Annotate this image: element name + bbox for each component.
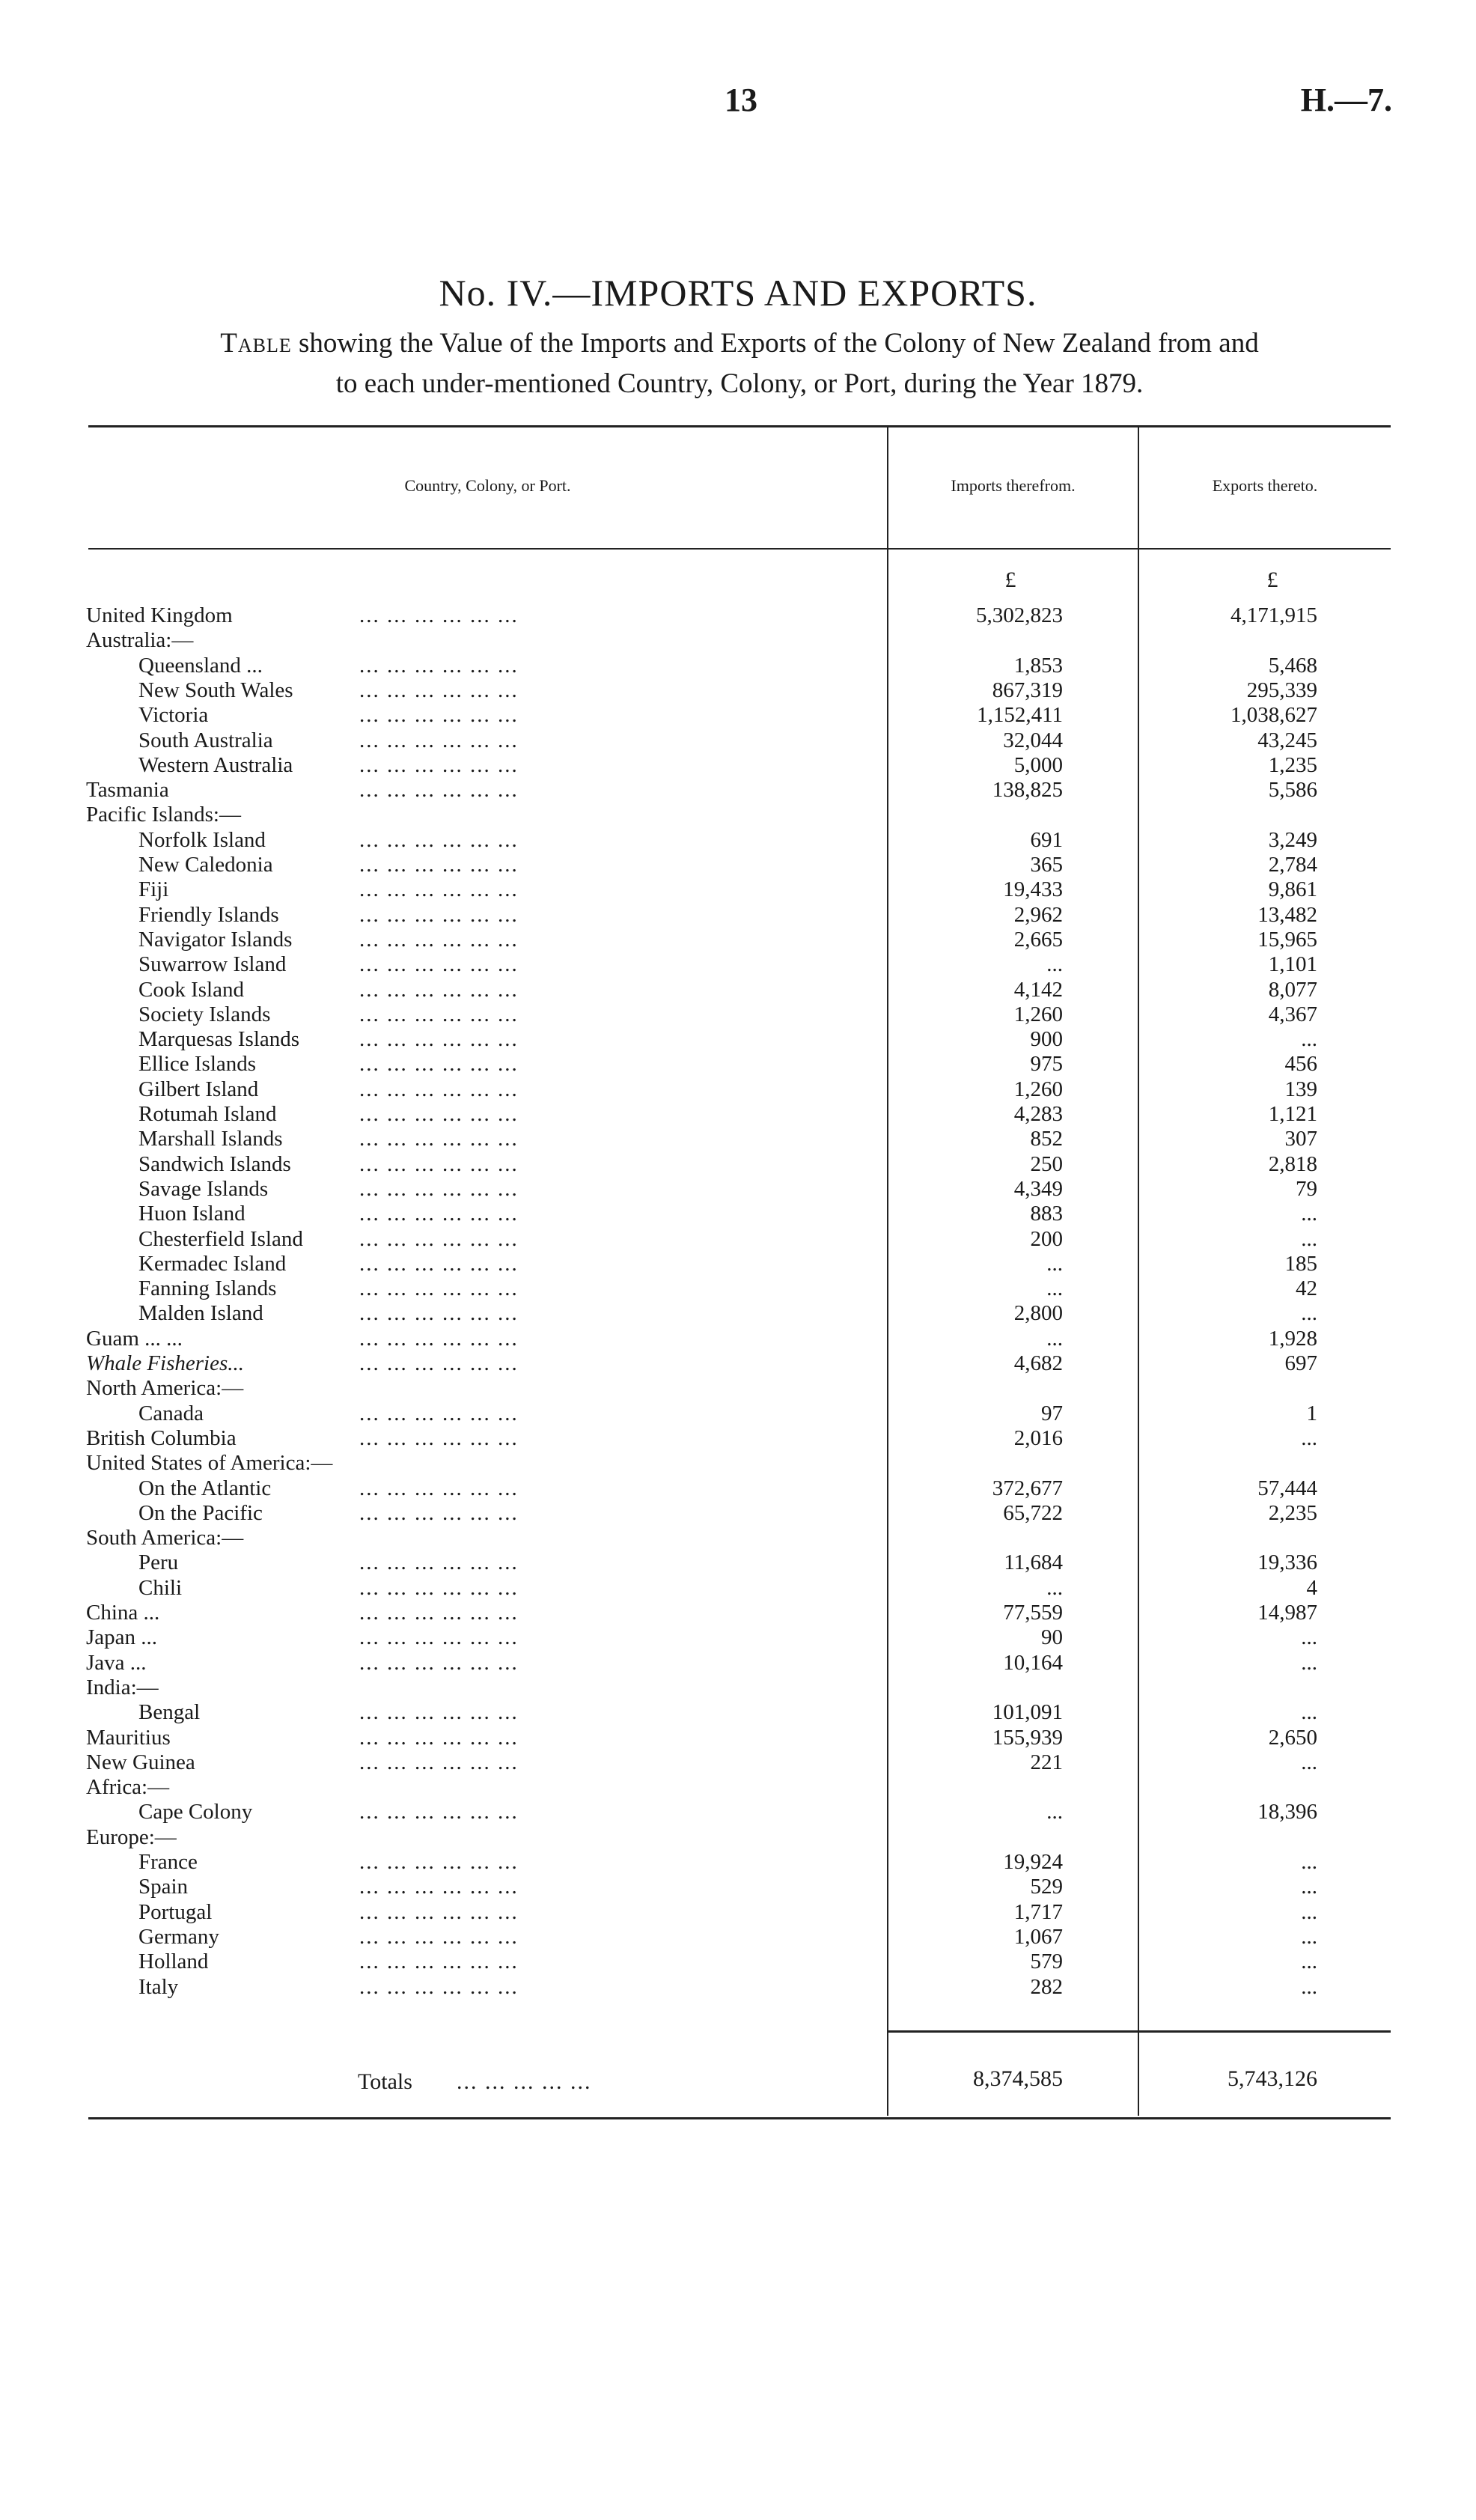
page-number: 13 — [725, 82, 757, 118]
imports-value: 2,016 — [1013, 1425, 1063, 1450]
row-label: Fiji — [138, 877, 169, 902]
leader-dots: ... ... ... ... ... ... — [359, 853, 519, 877]
exports-value: ... — [1301, 1924, 1317, 1949]
exports-value: 307 — [1284, 1127, 1317, 1151]
row-label: Navigator Islands — [138, 927, 293, 952]
totals-label: Totals — [358, 2069, 412, 2094]
leader-dots: ... ... ... ... ... ... — [359, 1226, 519, 1251]
table-bottom-rule — [88, 2117, 1391, 2119]
table-row — [0, 678, 1476, 703]
table-row — [0, 1177, 1476, 1202]
leader-dots: ... ... ... ... ... ... — [359, 778, 519, 803]
leader-dots: ... ... ... ... ... ... — [359, 1151, 519, 1176]
imports-value: 2,800 — [1013, 1301, 1063, 1326]
exports-value: 2,650 — [1268, 1725, 1317, 1750]
leader-dots: ... ... ... ... ... ... — [359, 1650, 519, 1675]
leader-dots: ... ... ... ... ... ... — [359, 877, 519, 902]
table-row — [0, 928, 1476, 952]
exports-value: 14,987 — [1257, 1601, 1317, 1625]
leader-dots: ... ... ... ... ... ... — [359, 927, 519, 952]
leader-dots: ... ... ... ... ... ... — [359, 1974, 519, 1999]
imports-value: 19,924 — [1003, 1850, 1063, 1874]
leader-dots: ... ... ... ... ... ... — [359, 1077, 519, 1101]
table-row — [0, 1077, 1476, 1102]
row-label: Huon Island — [138, 1202, 246, 1226]
exports-value: 5,468 — [1268, 653, 1317, 678]
exports-value: ... — [1301, 1202, 1317, 1226]
table-row — [0, 1351, 1476, 1376]
leader-dots: ... ... ... ... ... ... — [359, 1301, 519, 1326]
exports-value: ... — [1301, 1226, 1317, 1251]
exports-value: 2,818 — [1268, 1151, 1317, 1176]
table-row — [0, 828, 1476, 853]
exports-value: 456 — [1284, 1052, 1317, 1077]
row-label: South Australia — [138, 728, 273, 752]
leader-dots: ... ... ... ... ... ... — [359, 1750, 519, 1774]
row-label: Mauritius — [86, 1725, 171, 1750]
row-label: Norfolk Island — [138, 827, 266, 852]
imports-value: 2,665 — [1013, 927, 1063, 952]
row-label: British Columbia — [86, 1425, 237, 1450]
leader-dots: ... ... ... ... ... ... — [359, 1700, 519, 1725]
imports-value: 221 — [1030, 1750, 1063, 1774]
page-reference: H.—7. — [1300, 82, 1392, 118]
table-top-rule — [88, 425, 1391, 427]
table-row — [0, 1676, 1476, 1700]
description-line-1: showing the Value of the Imports and Exports of the Colony of New Zealand from and — [291, 328, 1259, 359]
row-label: Pacific Islands:— — [86, 803, 241, 827]
table-row — [0, 1775, 1476, 1800]
imports-value: 372,677 — [992, 1476, 1063, 1500]
totals-imports: 8,374,585 — [973, 2066, 1063, 2091]
imports-value: 4,142 — [1013, 977, 1063, 1002]
exports-value: 8,077 — [1268, 977, 1317, 1002]
imports-value: 4,349 — [1013, 1176, 1063, 1201]
table-row — [0, 1252, 1476, 1276]
imports-value: 282 — [1030, 1974, 1063, 1999]
exports-value: 2,235 — [1268, 1500, 1317, 1525]
imports-value: 77,559 — [1003, 1601, 1063, 1625]
description-line-2: to each under-mentioned Country, Colony, or Port, during the Year 1879. — [335, 368, 1144, 399]
exports-value: 57,444 — [1257, 1476, 1317, 1500]
table-row — [0, 728, 1476, 753]
exports-value: ... — [1301, 1899, 1317, 1924]
row-label: Tasmania — [86, 778, 169, 803]
row-label: Friendly Islands — [138, 902, 279, 927]
header-bottom-rule — [88, 548, 1391, 550]
row-label: Sandwich Islands — [138, 1151, 291, 1176]
imports-value: 155,939 — [992, 1725, 1063, 1750]
table-row — [0, 603, 1476, 628]
table-row — [0, 1925, 1476, 1950]
table-row — [0, 1576, 1476, 1601]
row-label: On the Pacific — [138, 1500, 263, 1525]
leader-dots: ... ... ... ... ... ... — [359, 1425, 519, 1450]
exports-value: 1,928 — [1268, 1326, 1317, 1351]
exports-value: 15,965 — [1257, 927, 1317, 952]
table-row — [0, 1401, 1476, 1426]
row-label: Italy — [138, 1974, 179, 1999]
exports-value: 185 — [1284, 1251, 1317, 1276]
imports-value: 5,302,823 — [976, 603, 1063, 627]
table-row — [0, 1451, 1476, 1476]
table-row — [0, 1825, 1476, 1850]
row-label: France — [138, 1850, 198, 1874]
exports-value: ... — [1301, 1875, 1317, 1899]
table-row — [0, 628, 1476, 653]
imports-value: 529 — [1030, 1875, 1063, 1899]
imports-value: 1,717 — [1013, 1899, 1063, 1924]
imports-value: 2,962 — [1013, 902, 1063, 927]
imports-value: ... — [1046, 1326, 1063, 1351]
table-row — [0, 1800, 1476, 1824]
exports-value: 4,367 — [1268, 1002, 1317, 1026]
leader-dots: ... ... ... ... ... ... — [359, 952, 519, 977]
table-row — [0, 753, 1476, 778]
leader-dots: ... ... ... ... ... ... — [359, 728, 519, 752]
table-row — [0, 1875, 1476, 1899]
table-row — [0, 1651, 1476, 1676]
row-label: Java ... — [86, 1650, 147, 1675]
row-label: Marshall Islands — [138, 1127, 283, 1151]
exports-value: ... — [1301, 1950, 1317, 1974]
table-row — [0, 1700, 1476, 1725]
table-row — [0, 1950, 1476, 1974]
imports-value: 691 — [1030, 827, 1063, 852]
table-row — [0, 978, 1476, 1002]
imports-value: 365 — [1030, 853, 1063, 877]
column-header-imports: Imports therefrom. — [951, 476, 1076, 495]
row-label: Western Australia — [138, 752, 293, 777]
leader-dots: ... ... ... ... ... ... — [359, 1950, 519, 1974]
row-label: Australia:— — [86, 628, 194, 653]
leader-dots: ... ... ... ... ... ... — [359, 1899, 519, 1924]
imports-value: 5,000 — [1013, 752, 1063, 777]
exports-value: ... — [1301, 1027, 1317, 1052]
exports-value: 1,101 — [1268, 952, 1317, 977]
exports-value: ... — [1301, 1650, 1317, 1675]
imports-value: 867,319 — [992, 678, 1063, 702]
imports-value: 90 — [1041, 1625, 1063, 1650]
table-row — [0, 1975, 1476, 2000]
table-row — [0, 903, 1476, 928]
table-row — [0, 1625, 1476, 1650]
imports-value: 883 — [1030, 1202, 1063, 1226]
row-label: Cook Island — [138, 977, 244, 1002]
leader-dots: ... ... ... ... ... ... — [359, 1875, 519, 1899]
totals-leader-dots: ... ... ... ... ... — [457, 2069, 592, 2094]
table-row — [0, 1052, 1476, 1077]
leader-dots: ... ... ... ... ... ... — [359, 1550, 519, 1575]
row-label: New South Wales — [138, 678, 293, 702]
row-label: Europe:— — [86, 1824, 177, 1849]
row-label: On the Atlantic — [138, 1476, 272, 1500]
row-label: Kermadec Island — [138, 1251, 287, 1276]
row-label: Gilbert Island — [138, 1077, 259, 1101]
row-label: Chesterfield Island — [138, 1226, 303, 1251]
row-label: Japan ... — [86, 1625, 158, 1650]
table-row — [0, 1027, 1476, 1052]
exports-value: ... — [1301, 1700, 1317, 1725]
imports-value: ... — [1046, 952, 1063, 977]
table-row — [0, 1376, 1476, 1401]
imports-value: 975 — [1030, 1052, 1063, 1077]
leader-dots: ... ... ... ... ... ... — [359, 1176, 519, 1201]
leader-dots: ... ... ... ... ... ... — [359, 603, 519, 627]
row-label: South America:— — [86, 1526, 244, 1550]
leader-dots: ... ... ... ... ... ... — [359, 703, 519, 728]
exports-value: 42 — [1296, 1276, 1317, 1301]
row-label: North America:— — [86, 1376, 244, 1401]
exports-value: 1 — [1306, 1401, 1317, 1425]
row-label: Canada — [138, 1401, 204, 1425]
exports-value: 9,861 — [1268, 877, 1317, 902]
exports-value: 295,339 — [1246, 678, 1317, 702]
leader-dots: ... ... ... ... ... ... — [359, 1202, 519, 1226]
exports-value: 139 — [1284, 1077, 1317, 1101]
table-row — [0, 1476, 1476, 1501]
row-label: Queensland ... — [138, 653, 263, 678]
row-label: New Guinea — [86, 1750, 195, 1774]
table-row — [0, 1152, 1476, 1177]
exports-value: ... — [1301, 1301, 1317, 1326]
row-label: Holland — [138, 1950, 209, 1974]
leader-dots: ... ... ... ... ... ... — [359, 1850, 519, 1874]
exports-unit: £ — [1266, 567, 1278, 592]
exports-value: 13,482 — [1257, 902, 1317, 927]
leader-dots: ... ... ... ... ... ... — [359, 752, 519, 777]
table-row — [0, 1900, 1476, 1925]
table-row — [0, 1726, 1476, 1750]
imports-value: 1,853 — [1013, 653, 1063, 678]
leader-dots: ... ... ... ... ... ... — [359, 1127, 519, 1151]
table-row — [0, 1227, 1476, 1252]
row-label: Germany — [138, 1924, 219, 1949]
document-description — [88, 323, 1391, 404]
row-label: Portugal — [138, 1899, 213, 1924]
leader-dots: ... ... ... ... ... ... — [359, 1276, 519, 1301]
row-label: Savage Islands — [138, 1176, 269, 1201]
leader-dots: ... ... ... ... ... ... — [359, 1800, 519, 1824]
imports-value: ... — [1046, 1276, 1063, 1301]
table-row — [0, 1601, 1476, 1625]
imports-value: 900 — [1030, 1027, 1063, 1052]
row-label: Suwarrow Island — [138, 952, 287, 977]
table-row — [0, 1426, 1476, 1451]
exports-value: ... — [1301, 1974, 1317, 1999]
leader-dots: ... ... ... ... ... ... — [359, 1102, 519, 1126]
leader-dots: ... ... ... ... ... ... — [359, 827, 519, 852]
row-label: Malden Island — [138, 1301, 263, 1326]
leader-dots: ... ... ... ... ... ... — [359, 1725, 519, 1750]
imports-unit: £ — [1004, 567, 1016, 592]
leader-dots: ... ... ... ... ... ... — [359, 1027, 519, 1052]
row-label: Africa:— — [86, 1775, 170, 1800]
exports-value: 1,038,627 — [1230, 703, 1317, 728]
exports-value: 4 — [1306, 1575, 1317, 1600]
imports-value: ... — [1046, 1575, 1063, 1600]
row-label: Spain — [138, 1875, 189, 1899]
leader-dots: ... ... ... ... ... ... — [359, 1500, 519, 1525]
table-row — [0, 703, 1476, 728]
row-label: Whale Fisheries... — [86, 1351, 245, 1375]
leader-dots: ... ... ... ... ... ... — [359, 653, 519, 678]
table-row — [0, 1102, 1476, 1127]
exports-value: 3,249 — [1268, 827, 1317, 852]
exports-value: 19,336 — [1257, 1550, 1317, 1575]
row-label: United States of America:— — [86, 1451, 333, 1476]
exports-value: 4,171,915 — [1230, 603, 1317, 627]
row-label: Guam ... ... — [86, 1326, 183, 1351]
imports-value: 1,067 — [1013, 1924, 1063, 1949]
exports-value: 1,235 — [1268, 752, 1317, 777]
column-header-exports: Exports thereto. — [1212, 476, 1318, 495]
leader-dots: ... ... ... ... ... ... — [359, 1351, 519, 1375]
table-row — [0, 1526, 1476, 1550]
table-row — [0, 1202, 1476, 1226]
table-row — [0, 803, 1476, 827]
table-row — [0, 1550, 1476, 1575]
table-row — [0, 1850, 1476, 1875]
imports-value: 97 — [1041, 1401, 1063, 1425]
row-label: China ... — [86, 1601, 160, 1625]
exports-value: 1,121 — [1268, 1102, 1317, 1126]
imports-value: ... — [1046, 1251, 1063, 1276]
table-row — [0, 1327, 1476, 1351]
table-row — [0, 1276, 1476, 1301]
imports-value: 65,722 — [1003, 1500, 1063, 1525]
exports-value: 697 — [1284, 1351, 1317, 1375]
imports-value: 1,260 — [1013, 1002, 1063, 1026]
row-label: Victoria — [138, 703, 209, 728]
imports-value: 11,684 — [1004, 1550, 1063, 1575]
row-label: New Caledonia — [138, 853, 273, 877]
leader-dots: ... ... ... ... ... ... — [359, 1476, 519, 1500]
row-label: Ellice Islands — [138, 1052, 257, 1077]
imports-value: 4,682 — [1013, 1351, 1063, 1375]
imports-value: 101,091 — [992, 1700, 1063, 1725]
exports-value: ... — [1301, 1750, 1317, 1774]
leader-dots: ... ... ... ... ... ... — [359, 1625, 519, 1650]
imports-value: 1,260 — [1013, 1077, 1063, 1101]
row-label: Chili — [138, 1575, 183, 1600]
imports-value: ... — [1046, 1800, 1063, 1824]
exports-value: 5,586 — [1268, 778, 1317, 803]
table-row — [0, 1750, 1476, 1775]
leader-dots: ... ... ... ... ... ... — [359, 1326, 519, 1351]
row-label: United Kingdom — [86, 603, 233, 627]
totals-top-rule — [887, 2030, 1391, 2033]
imports-value: 1,152,411 — [977, 703, 1063, 728]
table-row — [0, 952, 1476, 977]
row-label: Bengal — [138, 1700, 201, 1725]
imports-value: 4,283 — [1013, 1102, 1063, 1126]
leader-dots: ... ... ... ... ... ... — [359, 1251, 519, 1276]
column-header-country: Country, Colony, or Port. — [404, 476, 571, 495]
exports-value: 18,396 — [1257, 1800, 1317, 1824]
exports-value: ... — [1301, 1625, 1317, 1650]
table-row — [0, 778, 1476, 803]
leader-dots: ... ... ... ... ... ... — [359, 1002, 519, 1026]
leader-dots: ... ... ... ... ... ... — [359, 678, 519, 702]
row-label: Society Islands — [138, 1002, 271, 1026]
leader-dots: ... ... ... ... ... ... — [359, 1575, 519, 1600]
exports-value: ... — [1301, 1850, 1317, 1874]
table-row — [0, 1002, 1476, 1027]
exports-value: 43,245 — [1257, 728, 1317, 752]
exports-value: ... — [1301, 1425, 1317, 1450]
imports-value: 10,164 — [1003, 1650, 1063, 1675]
table-row — [0, 1301, 1476, 1326]
leader-dots: ... ... ... ... ... ... — [359, 1601, 519, 1625]
table-row — [0, 1501, 1476, 1526]
document-title: No. IV.—IMPORTS AND EXPORTS. — [439, 272, 1037, 314]
table-row — [0, 654, 1476, 678]
imports-value: 19,433 — [1003, 877, 1063, 902]
description-lead: Table — [220, 328, 292, 359]
row-label: Fanning Islands — [138, 1276, 277, 1301]
table-row — [0, 853, 1476, 877]
imports-value: 250 — [1030, 1151, 1063, 1176]
exports-value: 79 — [1296, 1176, 1317, 1201]
imports-value: 138,825 — [992, 778, 1063, 803]
table-row — [0, 1127, 1476, 1151]
row-label: Peru — [138, 1550, 179, 1575]
leader-dots: ... ... ... ... ... ... — [359, 1052, 519, 1077]
leader-dots: ... ... ... ... ... ... — [359, 1924, 519, 1949]
leader-dots: ... ... ... ... ... ... — [359, 977, 519, 1002]
imports-value: 852 — [1030, 1127, 1063, 1151]
leader-dots: ... ... ... ... ... ... — [359, 902, 519, 927]
imports-value: 200 — [1030, 1226, 1063, 1251]
row-label: Marquesas Islands — [138, 1027, 300, 1052]
totals-exports: 5,743,126 — [1228, 2066, 1317, 2091]
imports-value: 32,044 — [1003, 728, 1063, 752]
row-label: Cape Colony — [138, 1800, 253, 1824]
imports-value: 579 — [1030, 1950, 1063, 1974]
table-row — [0, 877, 1476, 902]
leader-dots: ... ... ... ... ... ... — [359, 1401, 519, 1425]
row-label: Rotumah Island — [138, 1102, 277, 1126]
row-label: India:— — [86, 1675, 159, 1699]
exports-value: 2,784 — [1268, 853, 1317, 877]
